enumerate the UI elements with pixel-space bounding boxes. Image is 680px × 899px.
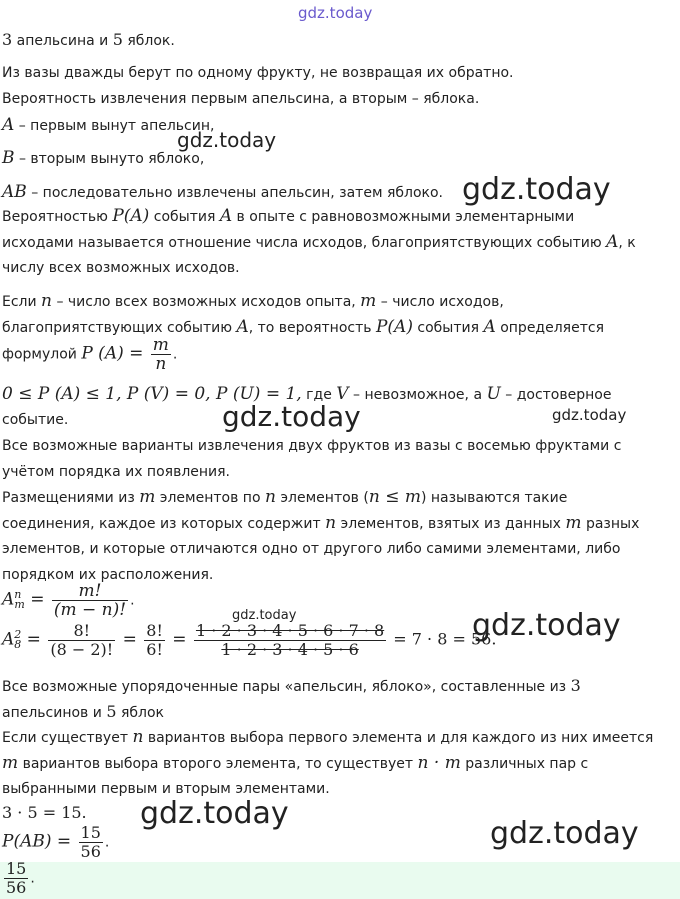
- watermark: gdz.today: [462, 172, 611, 207]
- text-line: исходами называется отношение числа исходов, благоприятствующих событию A, к: [2, 232, 636, 252]
- watermark: gdz.today: [140, 796, 289, 831]
- text-line: Если n – число всех возможных исходов опыта, m – число исходов,: [2, 291, 504, 311]
- text-line: элементов, и которые отличаются одно от другого либо самими элементами, либо: [2, 541, 621, 557]
- text-line: Вероятность извлечения первым апельсина, а вторым – яблока.: [2, 91, 480, 107]
- text-line: Вероятностью P(A) события A в опыте с равновозможными элементарными: [2, 206, 575, 226]
- watermark: gdz.today: [222, 400, 361, 433]
- text-line: благоприятствующих событию A, то вероятность P(A) события A определяется: [2, 317, 604, 337]
- fraction: $\frac{15}{56}$: [80, 823, 101, 861]
- formula-line: 3 · 5 = 15.: [2, 803, 87, 822]
- fraction: $\frac{8!}{6!}$: [146, 621, 163, 659]
- text-line: порядком их расположения.: [2, 567, 214, 583]
- formula-line: $A^n_m$ = $\frac{m!}{(m - n)!}$ .: [2, 581, 135, 620]
- text-line: Все возможные упорядоченные пары «апельсин, яблоко», составленные из 3: [2, 676, 581, 695]
- text-line: событие.: [2, 412, 69, 428]
- watermark: gdz.today: [177, 128, 277, 152]
- text-line: Если существует n вариантов выбора первого элемента и для каждого из них имеется: [2, 727, 654, 747]
- text-line: B – вторым вынуто яблоко,: [2, 148, 205, 168]
- text-line: m вариантов выбора второго элемента, то существует n · m различных пар с: [2, 753, 589, 773]
- text-line: Из вазы дважды берут по одному фрукту, не возвращая их обратно.: [2, 65, 514, 81]
- answer-formula: $\frac{15}{56}$ .: [6, 859, 35, 897]
- watermark-top: gdz.today: [298, 4, 373, 22]
- answer-box: [0, 859, 680, 899]
- text-line: 3 апельсина и 5 яблок.: [2, 30, 175, 49]
- fraction: $\frac{1 \cdot 2 \cdot 3 \cdot 4 \cdot 5 \cdot 6 \cdot 7 \cdot 8}{1 \cdot 2 \cdot 3 \cdot 4 \cdot 5 \cdot 6}$: [195, 621, 385, 659]
- formula-line: $A^2_8$ = $\frac{8!}{(8 - 2)!}$ = $\frac{8!}{6!}$ = $\frac{1 \cdot 2 \cdot 3 \cdot 4 \cdot 5 \cdot 6 \cdot 7 \cdot 8}{1 \cdot 2 \cdot 3 \cdot 4 \cdot 5 \cdot 6}$ = 7 · 8 = 56.: [2, 621, 497, 659]
- fraction: $\frac{8!}{(8 - 2)!}$: [50, 621, 114, 659]
- text-line: числу всех возможных исходов.: [2, 260, 240, 276]
- formula-line: P(AB) = $\frac{15}{56}$ .: [2, 823, 110, 861]
- formula-line: 0 ≤ P (A) ≤ 1, P (V) = 0, P (U) = 1, где V – невозможное, а U – достоверное: [2, 384, 612, 404]
- text-line: учётом порядка их появления.: [2, 464, 231, 480]
- text-line: Все возможные варианты извлечения двух фруктов из вазы с восемью фруктами с: [2, 438, 622, 454]
- text-line: Размещениями из m элементов по n элементов (n ≤ m) называются такие: [2, 487, 568, 507]
- text-line: выбранными первым и вторым элементами.: [2, 781, 330, 797]
- fraction: $\frac{m}{n}$: [152, 335, 169, 374]
- fraction: $\frac{m!}{(m - n)!}$: [53, 581, 127, 620]
- text-line: соединения, каждое из которых содержит n элементов, взятых из данных m разных: [2, 513, 640, 533]
- watermark: gdz.today: [472, 608, 621, 643]
- formula-line: формулой P (A) = $\frac{m}{n}$ .: [2, 335, 178, 374]
- fraction: $\frac{15}{56}$: [6, 859, 27, 897]
- watermark: gdz.today: [232, 608, 297, 623]
- text-line: A – первым вынут апельсин,: [2, 115, 215, 135]
- text-line: апельсинов и 5 яблок: [2, 702, 164, 721]
- watermark: gdz.today: [490, 816, 639, 851]
- watermark: gdz.today: [552, 406, 627, 424]
- text-line: AB – последовательно извлечены апельсин, затем яблоко.: [2, 182, 444, 202]
